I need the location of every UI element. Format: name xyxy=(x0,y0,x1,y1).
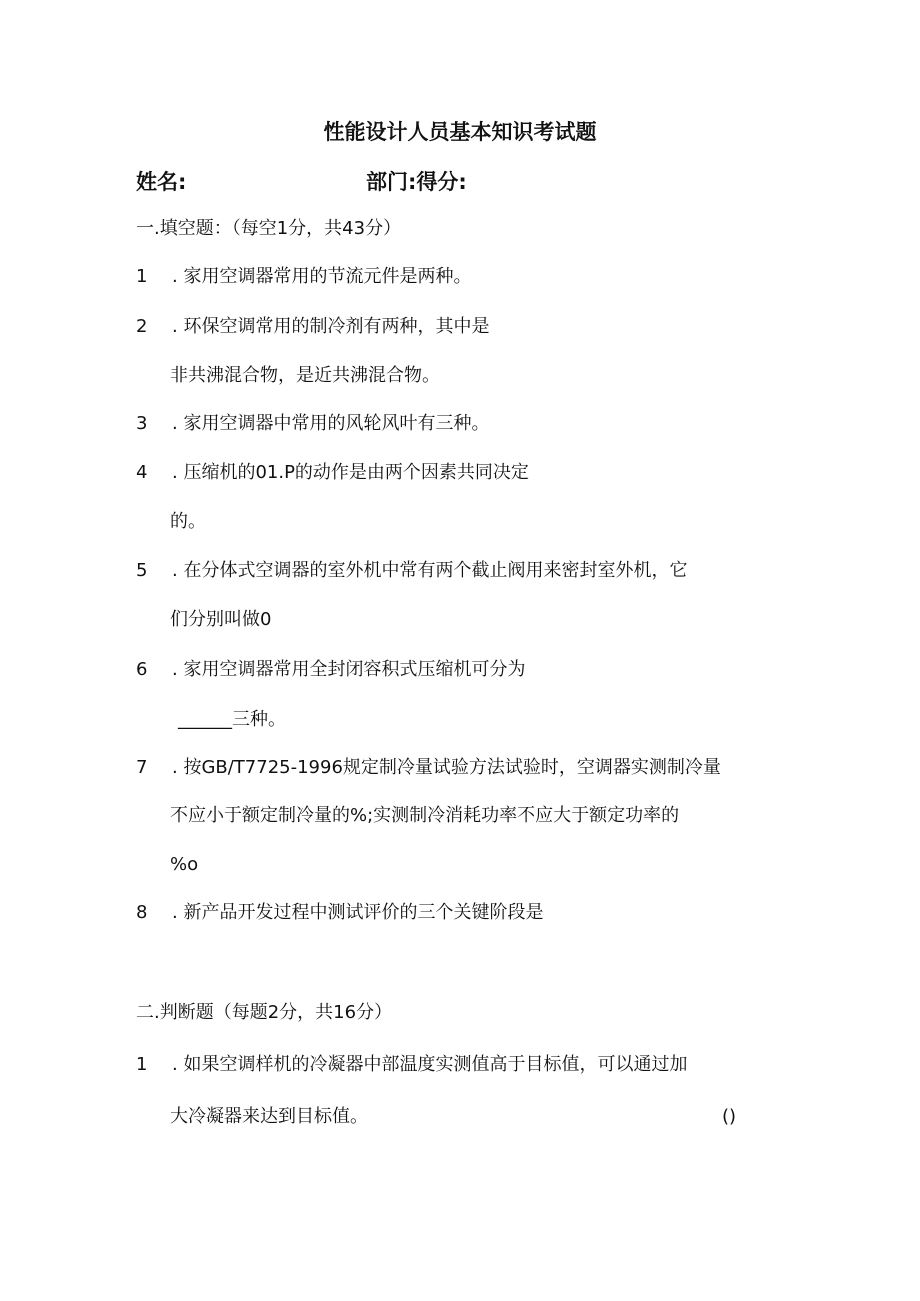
dept-score-label: 部门:得分: xyxy=(366,170,467,194)
question-text: . 在分体式空调器的室外机中常有两个截止阀用来密封室外机，它 xyxy=(172,560,688,581)
question-5 xyxy=(136,558,687,584)
question-6-continued: ______三种。 xyxy=(178,709,286,730)
question-number: 5 xyxy=(136,560,148,581)
question-7-continued-2: %o xyxy=(170,854,199,875)
question-number: 6 xyxy=(136,659,148,680)
question-7-continued: 不应小于额定制冷量的%;实测制冷消耗功率不应大于额定功率的 xyxy=(170,805,680,826)
judgement-question-1-continued: 大冷凝器来达到目标值。 xyxy=(170,1106,368,1127)
question-4-continued: 的。 xyxy=(170,511,206,532)
question-1 xyxy=(136,264,471,290)
page-title: 性能设计人员基本知识考试题 xyxy=(323,120,597,144)
question-text: . 家用空调器中常用的风轮风叶有三种。 xyxy=(172,413,490,434)
question-number: 8 xyxy=(136,902,148,923)
question-number: 1 xyxy=(136,266,148,287)
question-6 xyxy=(136,657,525,683)
question-text: . 家用空调器常用的节流元件是两种。 xyxy=(172,266,472,287)
question-number: 2 xyxy=(136,316,148,337)
question-number: 3 xyxy=(136,413,148,434)
question-3 xyxy=(136,411,489,437)
section1-heading: 一.填空题：（每空1分，共43分） xyxy=(136,218,402,239)
question-8 xyxy=(136,900,543,926)
question-number: 1 xyxy=(136,1054,148,1075)
question-text: . 家用空调器常用全封闭容积式压缩机可分为 xyxy=(172,659,526,680)
question-2-continued: 非共沸混合物，是近共沸混合物。 xyxy=(170,365,440,386)
section2-heading: 二.判断题（每题2分，共16分） xyxy=(136,1002,393,1023)
question-number: 4 xyxy=(136,462,148,483)
answer-parentheses: () xyxy=(722,1106,737,1127)
question-text: . 压缩机的01.P的动作是由两个因素共同决定 xyxy=(172,462,529,483)
judgement-question-1 xyxy=(136,1052,687,1078)
question-7 xyxy=(136,755,721,781)
question-2 xyxy=(136,314,489,340)
question-text: . 环保空调常用的制冷剂有两种，其中是 xyxy=(172,316,490,337)
question-4 xyxy=(136,460,529,486)
name-label: 姓名: xyxy=(136,170,187,194)
question-text: . 新产品开发过程中测试评价的三个关键阶段是 xyxy=(172,902,544,923)
question-number: 7 xyxy=(136,757,148,778)
question-text: . 按GB/T7725-1996规定制冷量试验方法试验时，空调器实测制冷量 xyxy=(172,757,721,778)
question-5-continued: 们分别叫做0 xyxy=(170,609,272,630)
question-text: . 如果空调样机的冷凝器中部温度实测值高于目标值，可以通过加 xyxy=(172,1054,688,1075)
